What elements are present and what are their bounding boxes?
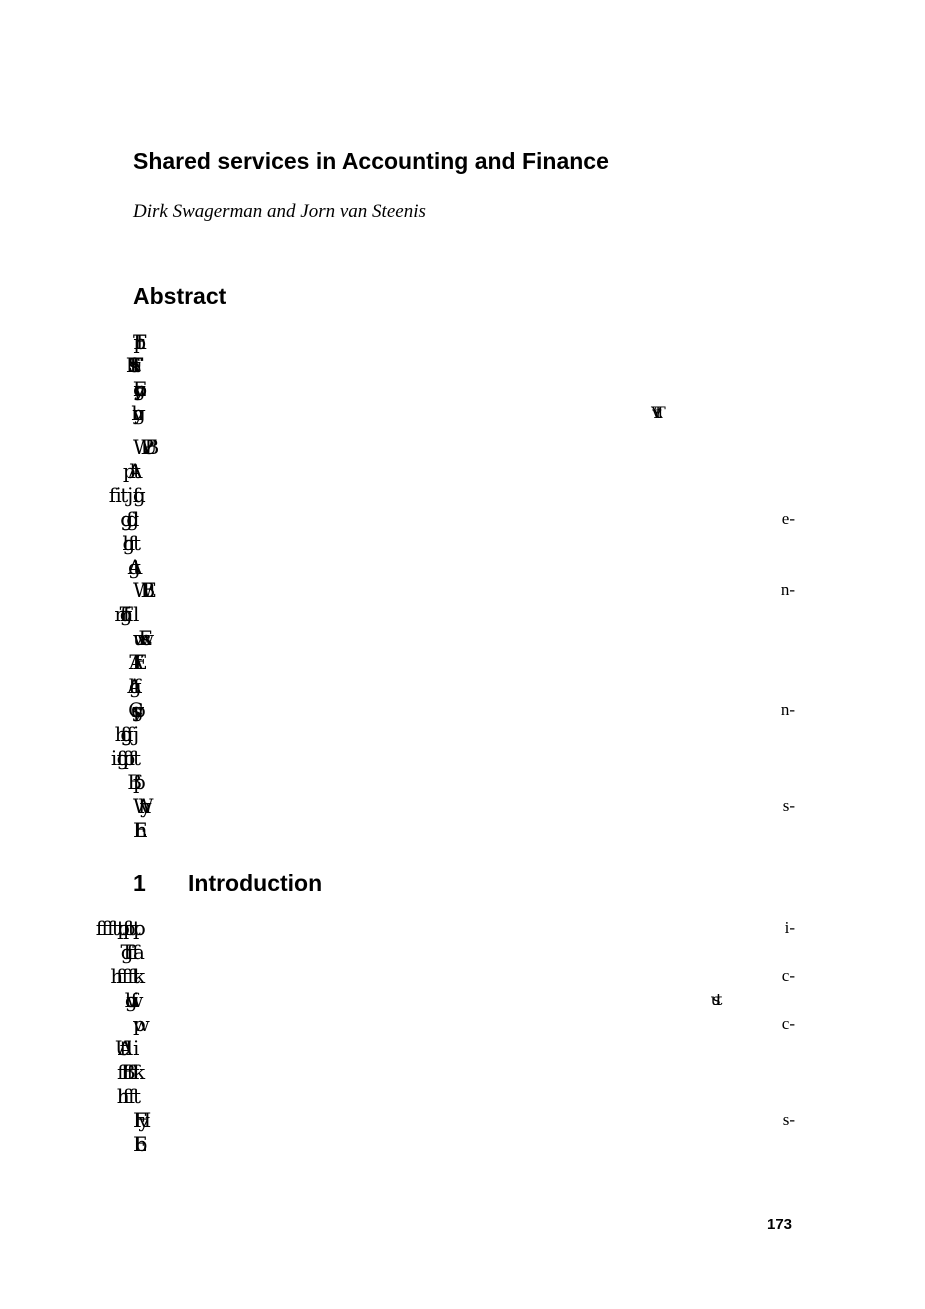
text-line bbox=[133, 916, 795, 940]
text-line bbox=[133, 1084, 795, 1108]
line-end-hyphen-fragment: s- bbox=[782, 1110, 795, 1129]
text-line bbox=[133, 459, 795, 483]
section-number: 1 bbox=[133, 870, 146, 896]
line-start-text: TpFh bbox=[133, 330, 134, 354]
text-line bbox=[133, 1036, 795, 1060]
text-line bbox=[133, 722, 795, 746]
section-title: Introduction bbox=[188, 870, 323, 896]
text-line bbox=[133, 353, 795, 377]
text-line bbox=[133, 818, 795, 842]
text-line bbox=[133, 674, 795, 698]
line-end-hyphen-fragment: i- bbox=[784, 918, 795, 937]
text-line bbox=[133, 555, 795, 579]
text-line bbox=[133, 1012, 795, 1036]
text-line bbox=[133, 626, 795, 650]
text-line bbox=[133, 377, 795, 401]
line-end-hyphen-fragment: c- bbox=[781, 1014, 795, 1033]
text-line bbox=[133, 602, 795, 626]
text-line bbox=[133, 1108, 795, 1132]
text-line bbox=[133, 531, 795, 555]
text-line bbox=[133, 330, 795, 354]
text-line bbox=[133, 988, 795, 1012]
text-line bbox=[133, 650, 795, 674]
line-start-text: WPUB bbox=[133, 435, 147, 459]
line-end-hyphen-fragment: s- bbox=[782, 796, 795, 815]
text-line bbox=[133, 1060, 795, 1084]
text-line bbox=[133, 746, 795, 770]
page-number: 173 bbox=[767, 1216, 793, 1233]
line-end-hyphen-fragment: c- bbox=[781, 966, 795, 985]
line-end-hyphen-fragment: n- bbox=[780, 700, 795, 719]
text-line bbox=[133, 940, 795, 964]
text-line bbox=[133, 578, 795, 602]
text-line bbox=[133, 401, 795, 425]
text-line bbox=[133, 794, 795, 818]
paper-authors: Dirk Swagerman and Jorn van Steenis bbox=[133, 201, 426, 222]
line-start-text: FHy bbox=[133, 1108, 137, 1132]
abstract-heading: Abstract bbox=[133, 283, 227, 309]
line-start-text: Eb bbox=[133, 1132, 135, 1156]
text-line bbox=[133, 435, 795, 459]
text-line bbox=[133, 507, 795, 531]
line-start-text: WBE bbox=[133, 578, 144, 602]
text-line bbox=[133, 698, 795, 722]
text-line bbox=[133, 1132, 795, 1156]
line-start-text: Eh bbox=[133, 818, 135, 842]
text-line bbox=[133, 483, 795, 507]
line-end-hyphen-fragment: n- bbox=[780, 580, 795, 599]
line-start-text: Wyh bbox=[133, 794, 139, 818]
line-start-text: pw bbox=[133, 1012, 137, 1036]
line-end-hyphen-fragment: e- bbox=[781, 509, 795, 528]
text-line bbox=[133, 770, 795, 794]
text-line bbox=[133, 964, 795, 988]
paper-title: Shared services in Accounting and Finance bbox=[133, 148, 609, 174]
section-heading-introduction bbox=[133, 870, 322, 897]
line-start-text: uwwsE bbox=[133, 626, 140, 650]
